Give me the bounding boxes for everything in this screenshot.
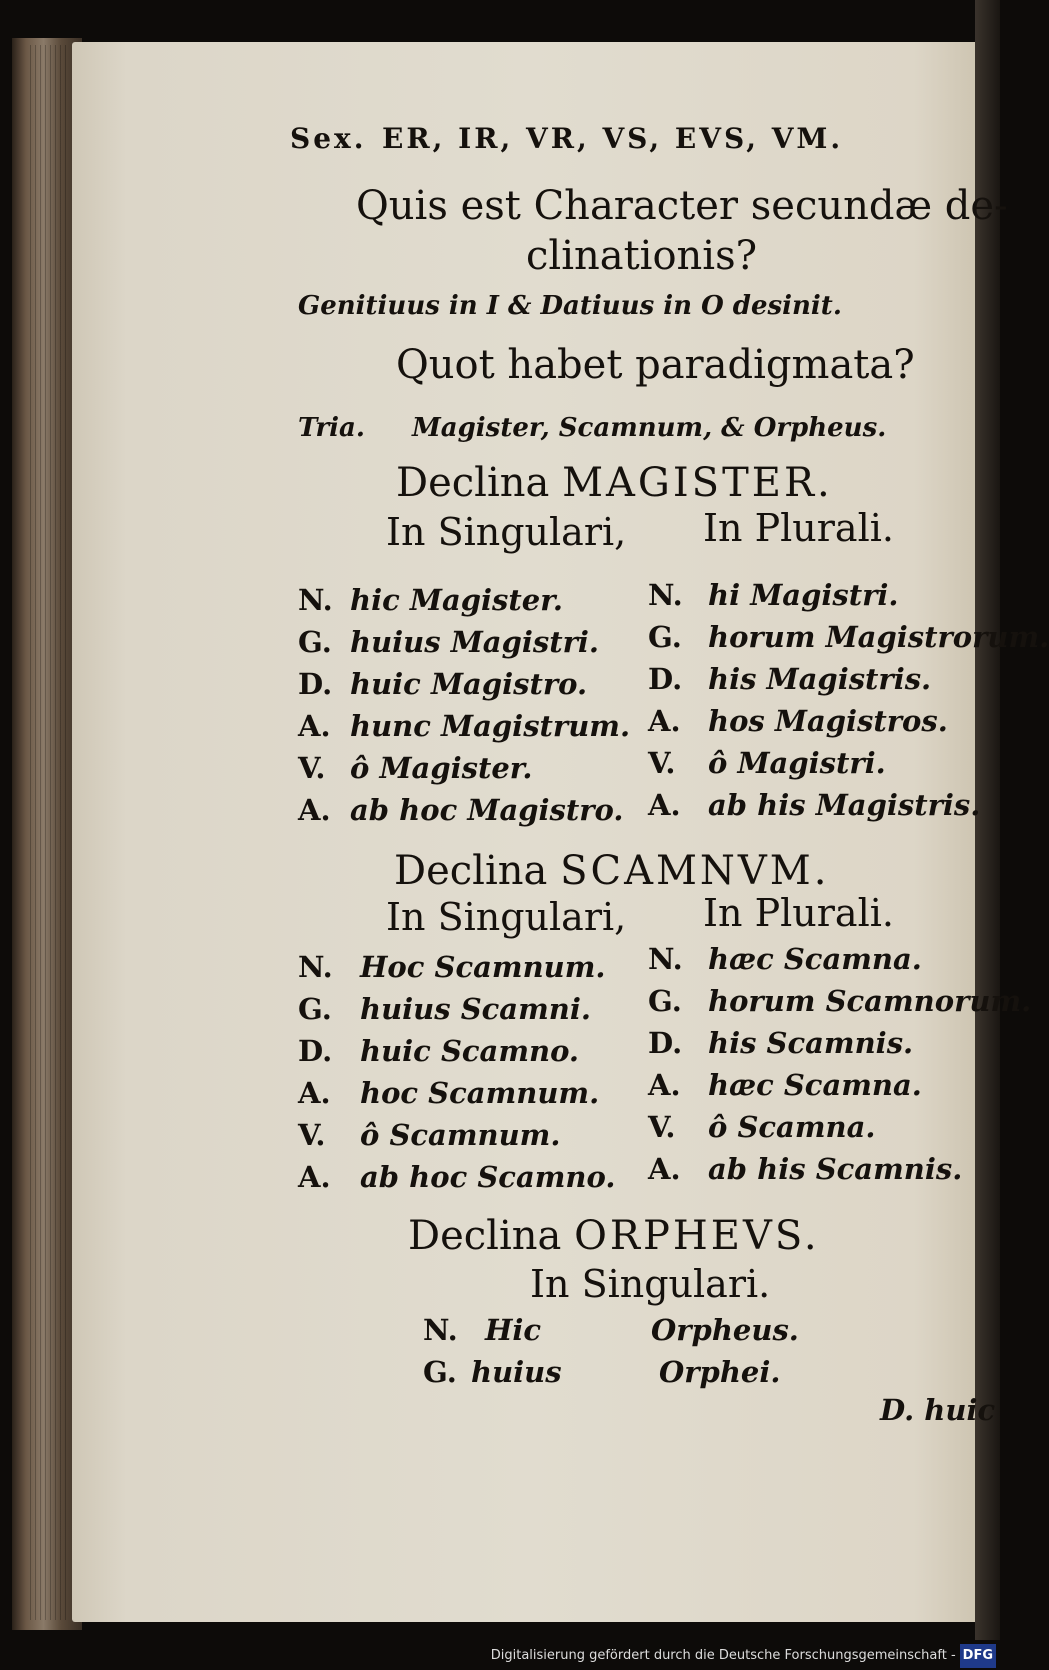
list-item: G. huius Orphei. [423,1355,781,1389]
question-1-line-2: clinationis? [526,233,758,279]
scamnum-heading [394,848,829,894]
answer-2-text: Magister, Scamnum, & Orpheus. [412,413,887,443]
answer-1: Genitiuus in I & Datiuus in O desinit. [298,291,842,321]
orpheus-word: ORPHEVS. [574,1213,820,1259]
orpheus-heading [408,1213,820,1259]
question-2: Quot habet paradigmata? [396,342,915,388]
declina-label: Declina [408,1213,562,1259]
list-item: N. Hic Orpheus. [423,1313,799,1347]
page-signature: Sex. [290,122,367,155]
declina-label: Declina [394,848,548,894]
dfg-footer [491,1644,996,1668]
declina-label: Declina [396,460,550,506]
scamnum-plural-label: In Plurali. [703,891,894,935]
running-header: ER, IR, VR, VS, EVS, VM. [382,122,844,155]
catchword: D. huic [880,1393,996,1427]
footer-text: Digitalisierung gefördert durch die Deutsche Forschungsgemeinschaft - [490,1648,956,1663]
magister-plural-label: In Plurali. [703,506,894,550]
magister-heading [396,460,833,506]
answer-2-label: Tria. [298,413,365,443]
page-edges [30,45,70,1620]
magister-word: MAGISTER. [562,460,833,506]
orpheus-singular-label: In Singulari. [530,1262,771,1306]
scamnum-singular-label: In Singulari, [386,895,627,939]
question-1-line-1: Quis est Character secundæ de- [356,183,1008,229]
scanned-page: Sex. ER, IR, VR, VS, EVS, VM. Quis est Character secundæ de- clinationis? Genitiuus in I & Datiuus in O desinit. Quot habet paradigmata? Tria. Magister, Scamnum, & Orpheus. Declina MAGISTER. In Singulari, In Plurali. N. hic Magister. G. huius Magistri. D. huic Magistro. A. hunc Magistrum. V. ô Magister. A. ab hoc Magistro. N. hi Magistri. G. horum Magistrorum. D. his Magistris. A. hos Magistros. V. ô Magistri. A. ab his Magistris. Declina SCAMNVM. In Singulari, In Plurali. N. Hoc Scamnum. G. huius Scamni. D. huic Scamno. A. hoc Scamnum. V. ô Scamnum. A. ab hoc Scamno. N. hæc Scamna. G. horum Scamnorum. D. his Scamnis. A. hæc Scamna. V. ô Scamna. A. ab his Scamnis. Declina ORPHEVS. In Singulari. N. Hic Orpheus. G. huius Orphei. D. huic [0,0,1000,1670]
magister-singular-label: In Singulari, [386,510,627,554]
scamnum-word: SCAMNVM. [560,848,830,894]
dfg-badge: DFG [960,1644,996,1668]
